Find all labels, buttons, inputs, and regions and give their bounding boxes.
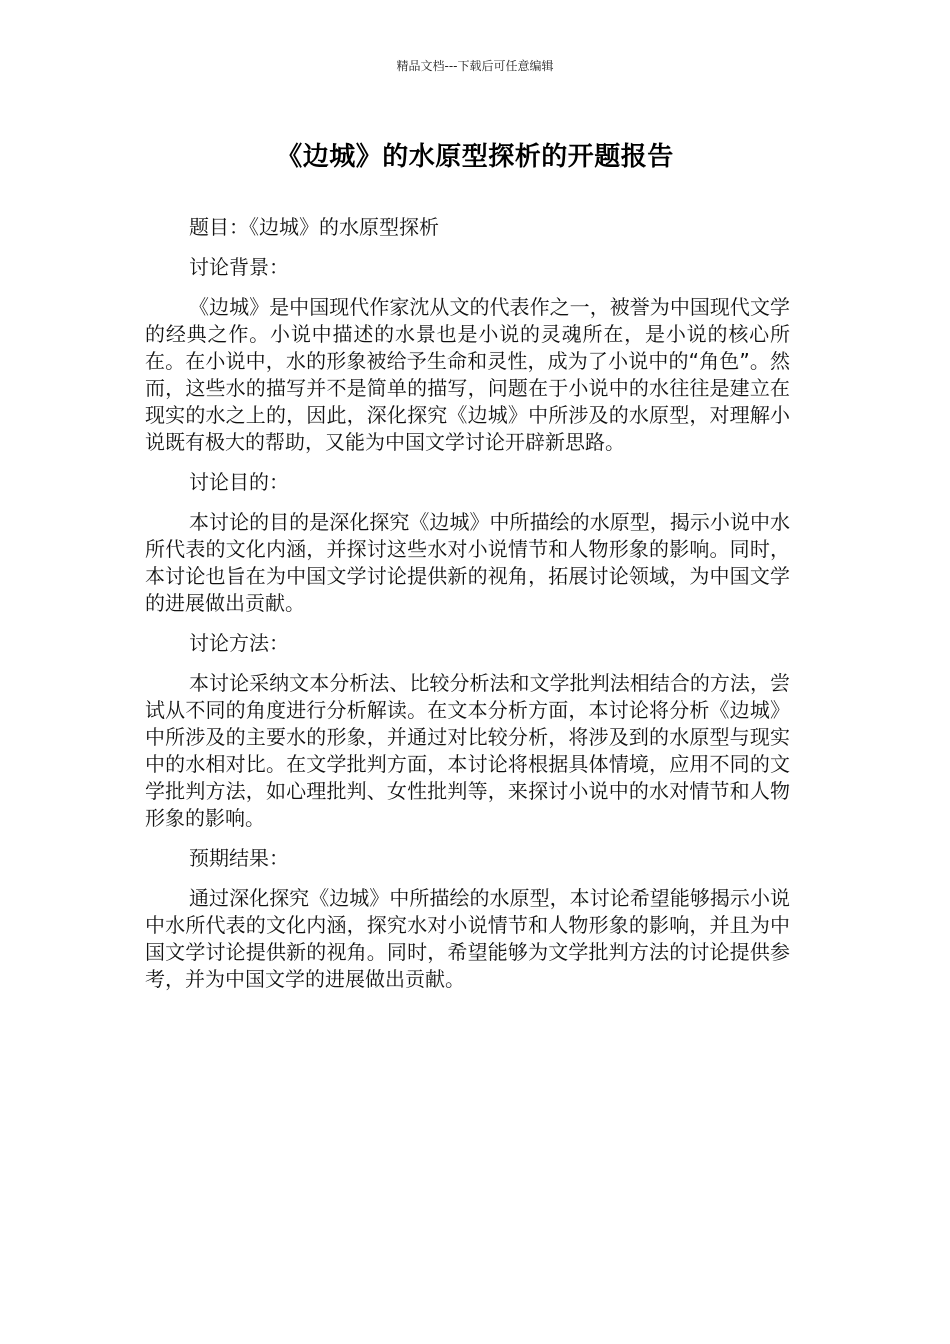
topic-line: 题目：《边城》的水原型探析 [189, 215, 439, 239]
page-title: 《边城》的水原型探析的开题报告 [276, 142, 674, 172]
document-body [145, 214, 790, 1006]
results-heading: 预期结果： [189, 846, 289, 870]
background-paragraph: 《边城》是中国现代作家沈从文的代表作之一，被誉为中国现代文学的经典之作。小说中描述的水景也是小说的灵魂所在，是小说的核心所在。在小说中，水的形象被给予生命和灵性，成为了小说中的“角色”。然而，这些水的描写并不是简单的描写，问题在于小说中的水往往是建立在现实的水之上的，因此，深化探究《边城》中所涉及的水原型，对理解小说既有极大的帮助，又能为中国文学讨论开辟新思路。 [145, 295, 790, 454]
header-note: 精品文档---下载后可任意编辑 [396, 59, 554, 73]
background-heading: 讨论背景： [189, 255, 289, 279]
method-heading: 讨论方法： [189, 631, 289, 655]
purpose-paragraph: 本讨论的目的是深化探究《边城》中所描绘的水原型，揭示小说中水所代表的文化内涵，并探讨这些水对小说情节和人物形象的影响。同时，本讨论也旨在为中国文学讨论提供新的视角，拓展讨论领域，为中国文学的进展做出贡献。 [145, 510, 790, 615]
results-paragraph: 通过深化探究《边城》中所描绘的水原型，本讨论希望能够揭示小说中水所代表的文化内涵，探究水对小说情节和人物形象的影响，并且为中国文学讨论提供新的视角。同时，希望能够为文学批判方法的讨论提供参考，并为中国文学的进展做出贡献。 [145, 886, 790, 991]
purpose-heading: 讨论目的： [189, 470, 289, 494]
method-paragraph: 本讨论采纳文本分析法、比较分析法和文学批判法相结合的方法，尝试从不同的角度进行分析解读。在文本分析方面，本讨论将分析《边城》中所涉及的主要水的形象，并通过对比较分析，将涉及到的水原型与现实中的水相对比。在文学批判方面，本讨论将根据具体情境，应用不同的文学批判方法，如心理批判、女性批判等，来探讨小说中的水对情节和人物形象的影响。 [145, 671, 790, 830]
